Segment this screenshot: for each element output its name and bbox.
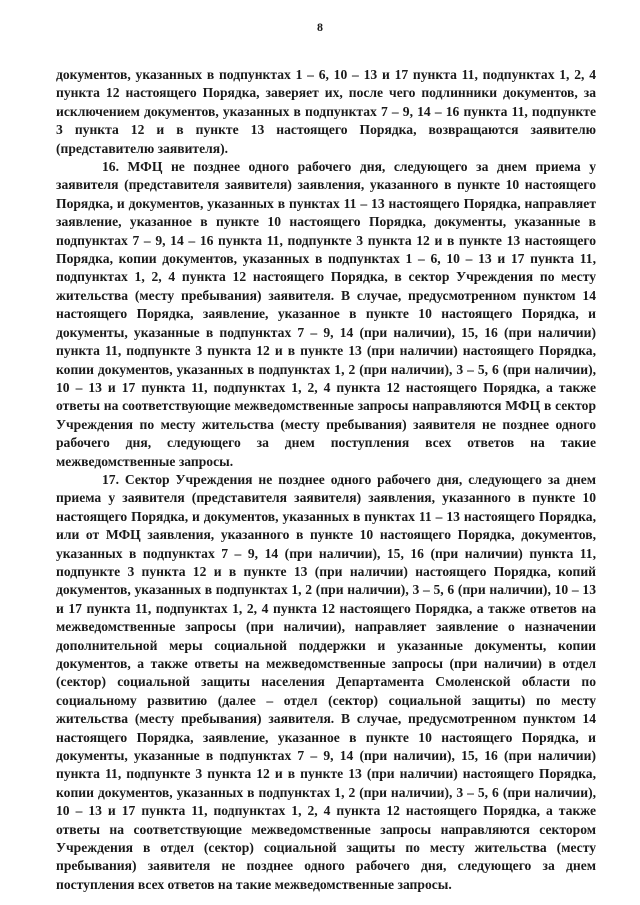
page-number: 8 [317,20,323,34]
document-body [56,66,596,894]
paragraph-item-16: 16. МФЦ не позднее одного рабочего дня, следующего за днем приема у заявителя (представителя заявителя) заявления, указанного в пункте 10 настоящего Порядка, и документов, указанных в пунктах 11 – 13 настоящего Порядка, направляет заявление, указанное в пункте 10 настоящего Порядка, документы, указанные в подпунктах 7 – 9, 14 – 16 пункта 11, подпункте 3 пункта 12 и в пункте 13 настоящего Порядка, копии документов, указанных в подпунктах 1 – 6, 10 – 13 и 17 пункта 11, подпунктах 1, 2, 4 пункта 12 настоящего Порядка, в сектор Учреждения по месту жительства (месту пребывания) заявителя. В случае, предусмотренном пунктом 14 настоящего Порядка, заявление, указанное в пункте 10 настоящего Порядка, и документы, указанные в подпунктах 7 – 9, 14 (при наличии), 15, 16 (при наличии) пункта 11, подпункте 3 пункта 12 и в пункте 13 (при наличии) настоящего Порядка, копии документов, указанных в подпунктах 1, 2 (при наличии), 3 – 5, 6 (при наличии), 10 – 13 и 17 пункта 11, подпунктах 1, 2, 4 пункта 12 настоящего Порядка, а также ответы на соответствующие межведомственные запросы направляются МФЦ в сектор Учреждения по месту жительства (месту пребывания) заявителя не позднее одного рабочего дня, следующего за днем поступления всех ответов на такие межведомственные запросы. [56,159,596,469]
paragraph-item-17: 17. Сектор Учреждения не позднее одного рабочего дня, следующего за днем приема у заявителя (представителя заявителя) заявления, указанного в пункте 10 настоящего Порядка, и документов, указанных в пунктах 11 – 13 настоящего Порядка, или от МФЦ заявления, указанного в пункте 10 настоящего Порядка, документов, указанных в подпунктах 7 – 9, 14 (при наличии), 15, 16 (при наличии) пункта 11, подпункте 3 пункта 12 и в пункте 13 (при наличии) настоящего Порядка, копий документов, указанных в подпунктах 1, 2 (при наличии), 3 – 5, 6 (при наличии), 10 – 13 и 17 пункта 11, подпунктах 1, 2, 4 пункта 12 настоящего Порядка, а также ответов на межведомственные запросы (при наличии), направляет заявление о назначении дополнительной меры социальной поддержки и указанные документы, копии документов, а также ответы на межведомственные запросы (при наличии) в отдел (сектор) социальной защиты населения Департамента Смоленской области по социальному развитию (далее – отдел (сектор) социальной защиты) по месту жительства (месту пребывания) заявителя. В случае, предусмотренном пунктом 14 настоящего Порядка, заявление, указанное в пункте 10 настоящего Порядка, и документы, указанные в подпунктах 7 – 9, 14 (при наличии), 15, 16 (при наличии) пункта 11, подпункте 3 пункта 12 и в пункте 13 (при наличии) настоящего Порядка, копии документов, указанных в подпунктах 1, 2 (при наличии), 3 – 5, 6 (при наличии), 10 – 13 и 17 пункта 11, подпунктах 1, 2, 4 пункта 12 настоящего Порядка, а также ответы на соответствующие межведомственные запросы направляются сектором Учреждения в отдел (сектор) социальной защиты по месту жительства (месту пребывания) заявителя не позднее одного рабочего дня, следующего за днем поступления всех ответов на такие межведомственные запросы. [56,471,596,892]
paragraph-continuation: документов, указанных в подпунктах 1 – 6, 10 – 13 и 17 пункта 11, подпунктах 1, 2, 4 пункта 12 настоящего Порядка, заверяет их, после чего подлинники документов, за исключением документов, указанных в подпунктах 7 – 9, 14 – 16 пункта 11, подпункте 3 пункта 12 и в пункте 13 настоящего Порядка, возвращаются заявителю (представителю заявителя). [56,67,596,156]
